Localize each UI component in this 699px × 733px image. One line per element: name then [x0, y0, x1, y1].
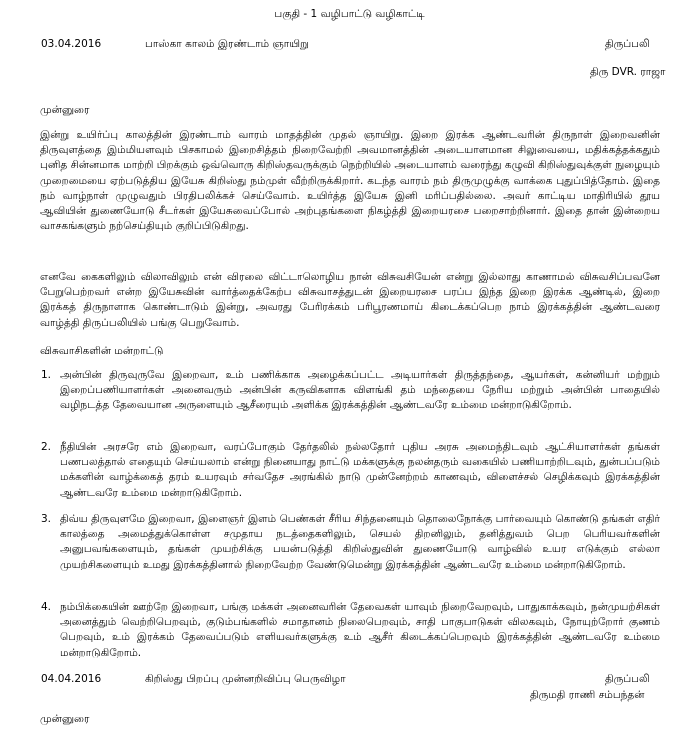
prayer-item: நீதியின் அரசரே எம் இறைவா, வரப்போகும் தேர்தலில் நல்லதோர் புதிய அரசு அமைந்திடவும் ஆட்சியாளர்கள் தங்கள் பணபலத்தால் எதையும் செய்யலாம் என்று நினையாது நாட்டு மக்களுக்கு நலன்தரும் வகையில் பணியாற்றிடவும், துன்பப்படும் மக்களின் வாழ்க்கைத் தரம் உயரவும் சர்வதேச அரங்கில் நாடு முன்னேற்றம் காணவும், விளைச்சல் செழிக்கவும் இரக்கத்தின் ஆண்டவரே உம்மை மன்றாடுகிறோம்.	[60, 441, 660, 499]
entry-occasion: பாஸ்கா காலம் இரண்டாம் ஞாயிறு	[145, 38, 309, 50]
prayers-heading: விசுவாசிகளின் மன்றாட்டு	[40, 345, 164, 357]
entry-date: 03.04.2016	[41, 38, 102, 50]
entry-service: திருப்பலி	[605, 673, 650, 685]
intro-paragraph: எனவே கைகளிலும் விலாவிலும் என் விரலை விட்டாலொழிய நான் விசுவசியேன் என்று இல்லாது காணாமல் விசுவசிப்பவனே பேறுபெற்றவர் என்ற இயேசுவின் வார்த்தைக்கேற்ப விசுவாசத்துடன் இறையரசை பரப்ப இந்த இறை இரக்க ஆண்டில், இறை இரக்கத் திருநாளாக கொண்டாடும் இன்று, அவரது பேரிரக்கம் பரிபூரணமாய் கிடைக்கப்பெற நாம் இரக்கத்தின் ஆண்டவரை வாழ்த்தி திருப்பலியில் பங்கு பெறுவோம்.	[40, 271, 660, 329]
entry-author: திருமதி ராணி சம்பந்தன்	[530, 689, 645, 701]
prayer-number: 2.	[41, 441, 52, 453]
entry-date: 04.04.2016	[41, 673, 102, 685]
entry-author: திரு DVR. ராஜா	[590, 66, 666, 78]
entry-occasion: கிறிஸ்து பிறப்பு முன்னறிவிப்பு பெருவிழா	[145, 673, 346, 685]
page-title: பகுதி - 1 வழிபாட்டு வழிகாட்டி	[274, 8, 425, 20]
prayer-item: அன்பின் திருவுருவே இறைவா, உம் பணிக்காக அழைக்கப்பட்ட அடியார்கள் திருத்தந்தை, ஆயர்கள், கன்னியர் மற்றும் இறைப்பணியாளர்கள் அனைவரும் அன்பின் கருவிகளாக விளங்கி தம் மந்தையை நேரிய மற்றும் அன்பின் பாதையில் வழிநடத்த தேவையான அருளையும் ஆசீரையும் அளிக்க இரக்கத்தின் ஆண்டவரே உம்மை மன்றாடுகிறோம்.	[60, 369, 660, 412]
prayer-item: திவ்ய திருவுளமே இறைவா, இளைஞர் இளம் பெண்கள் சீரிய சிந்தனையும் தொலைநோக்கு பார்வையும் கொண்டு தங்கள் எதிர் காலத்தை அமைத்துக்கொள்ள சமுதாய நடத்தைகளிலும், செயல் திறனிலும், தனித்துவம் பெற பெரியவர்களின் அனுபவங்களையும், தங்கள் முயற்சிக்கு பயன்படுத்தி கிறிஸ்துவின் துணையோடு வாழ்வில் உயர எடுக்கும் எல்லா முயற்சிகளையும் உமது இரக்கத்தினால் நிறைவேற்ற வேண்டுமென்று இரக்கத்தின் ஆண்டவரே உம்மை மன்றாடுகிறோம்.	[60, 513, 660, 571]
prayer-item: நம்பிக்கையின் ஊற்றே இறைவா, பங்கு மக்கள் அனைவரின் தேவைகள் யாவும் நிறைவேறவும், பாதுகாக்கவும், நன்முயற்சிகள் அனைத்தும் வெற்றிபெறவும், குடும்பங்களில் சமாதானம் நிலைபெறவும், சாதி பாகுபாடுகள் விலகவும், நோயுற்றோர் குணம் பெறவும், உம் இரக்கம் தேவைப்படும் எளியவர்களுக்கு உம் ஆசீர் கிடைக்கப்பெறவும் இரக்கத்தின் ஆண்டவரே உம்மை மன்றாடுகிறோம்.	[60, 601, 660, 659]
intro-heading: முன்னுரை	[40, 713, 90, 725]
intro-paragraph: இன்று உயிர்ப்பு காலத்தின் இரண்டாம் வாரம் மாதத்தின் முதல் ஞாயிறு. இறை இரக்க ஆண்டவரின் திருநாள் இறைவனின் திருவுளத்தை இம்மியளவும் பிசகாமல் இறைசித்தம் நிறைவேற்றி அவமானத்தின் அடையாளமான சிலுவையை, மதிக்கத்தக்கதும் புனித சின்னமாக மாற்றி பிறக்கும் ஒவ்வொரு கிறிஸ்தவருக்கும் நெற்றியில் அடையாளம் வரைந்து கழுவி கிறிஸ்துவுக்குள் நுழையும் முறைமையை ஏற்படுத்திய இயேசு கிறிஸ்து நம்முள் வீற்றிருக்கிறார். கடந்த வாரம் நம் திருமுழுக்கு வாக்கை புதுப்பித்தோம். இதை நம் வாழ்நாள் முழுவதும் பிரதிபலிக்கச் செய்வோம். உயிர்த்த இயேசு இனி மரிப்பதில்லை. அவர் காட்டிய மாதிரியில் தூய ஆவியின் துணையோடு சீடர்கள் இயேசுவைப்போல் அற்புதங்களை நிகழ்த்தி இறையரசை பறைசாற்றினார். இதை தான் இன்றைய வாசகங்களும் நற்செய்தியும் குறிப்பிடுகிறது.	[40, 129, 660, 233]
intro-heading: முன்னுரை	[40, 104, 90, 116]
prayer-number: 4.	[41, 601, 52, 613]
prayer-number: 3.	[41, 513, 52, 525]
entry-service: திருப்பலி	[605, 38, 650, 50]
prayer-number: 1.	[41, 369, 52, 381]
